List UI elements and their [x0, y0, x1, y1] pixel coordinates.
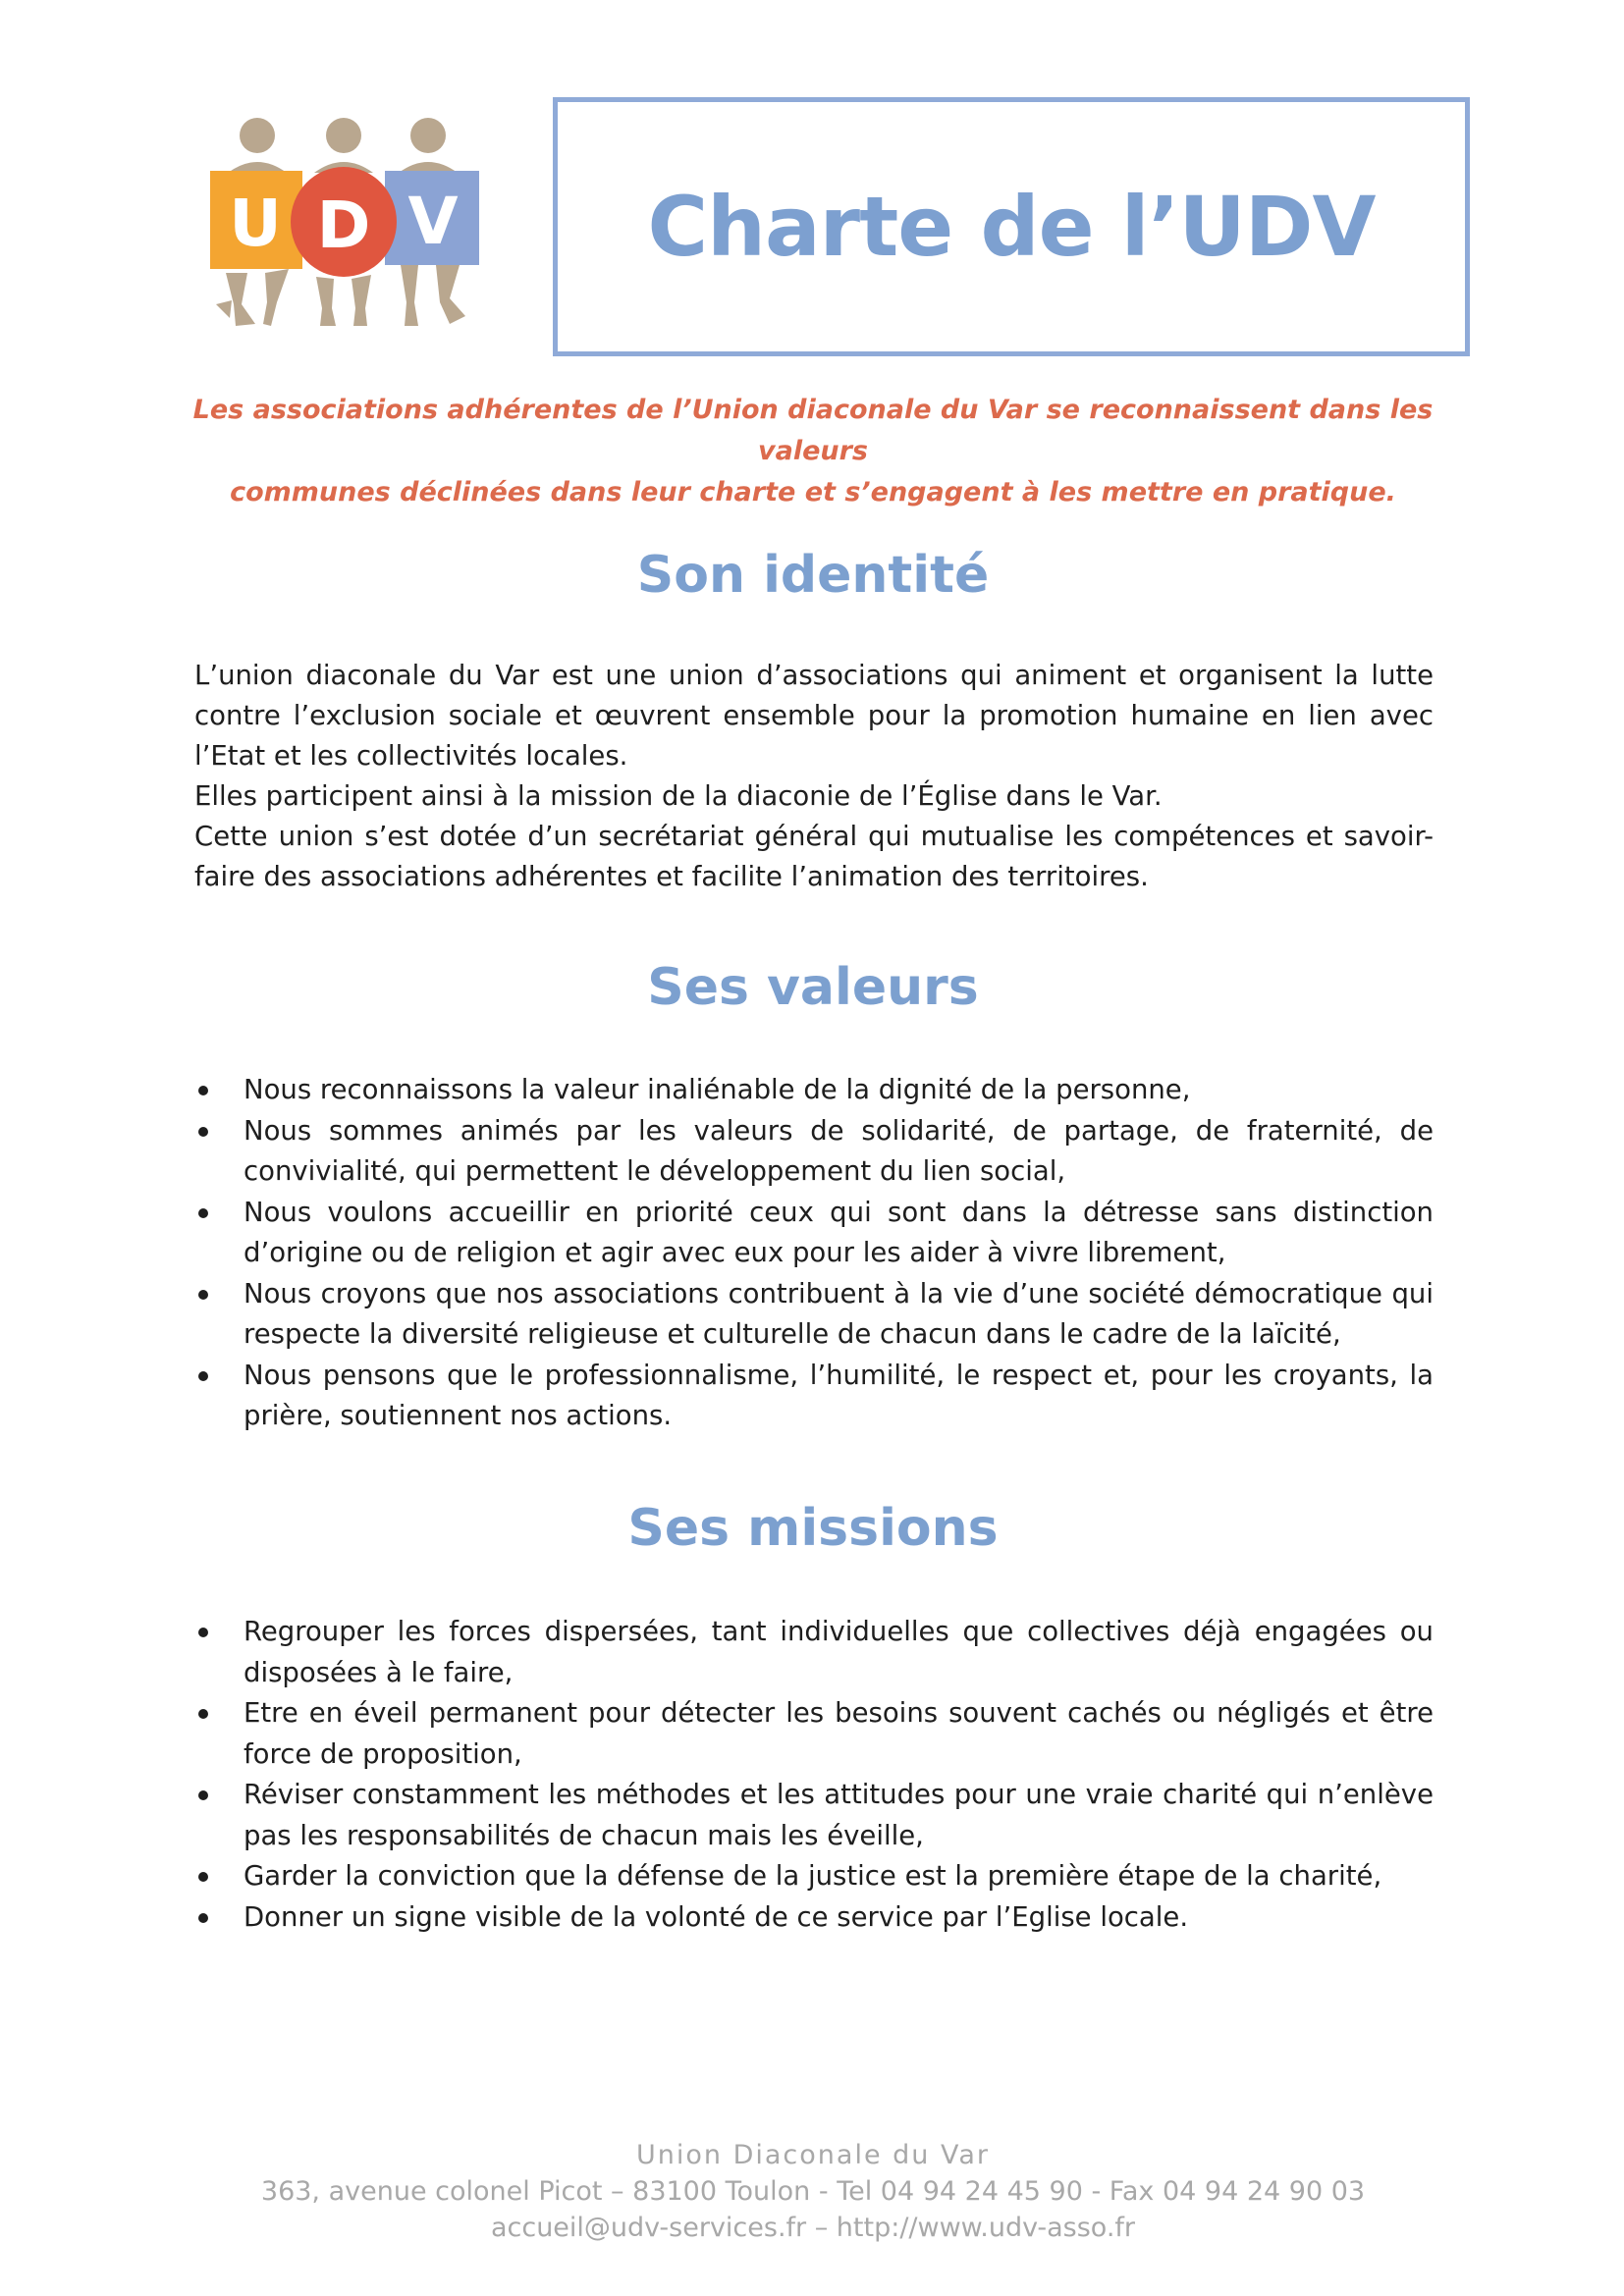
bullet-icon: [198, 1628, 208, 1637]
identity-text: [194, 656, 1434, 897]
bullet-icon: [198, 1371, 208, 1381]
list-item: Etre en éveil permanent pour détecter les besoins souvent cachés ou négligés et être force de proposition,: [194, 1693, 1434, 1775]
logo-letter-d: D: [316, 187, 371, 263]
list-item: Garder la conviction que la défense de la justice est la première étape de la charité,: [194, 1856, 1434, 1897]
identity-paragraph: Cette union s’est dotée d’un secrétariat général qui mutualise les compétences et savoir-faire des associations adhérentes et facilite l’animation des territoires.: [194, 821, 1434, 892]
list-item: Nous pensons que le professionnalisme, l’humilité, le respect et, pour les croyants, la prière, soutiennent nos actions.: [194, 1356, 1434, 1437]
list-item: Regrouper les forces dispersées, tant individuelles que collectives déjà engagées ou disposées à le faire,: [194, 1612, 1434, 1693]
logo-letter-u: U: [229, 186, 282, 261]
list-item: Nous sommes animés par les valeurs de solidarité, de partage, de fraternité, de convivialité, qui permettent le développement du lien social,: [194, 1111, 1434, 1193]
bullet-icon: [198, 1086, 208, 1095]
page-title: Charte de l’UDV: [647, 179, 1376, 275]
bullet-icon: [198, 1208, 208, 1218]
bullet-icon: [198, 1709, 208, 1719]
bullet-icon: [198, 1913, 208, 1923]
values-heading: Ses valeurs: [647, 958, 979, 1017]
list-item: Nous croyons que nos associations contribuent à la vie d’une société démocratique qui respecte la diversité religieuse et culturelle de chacun dans le cadre de la laïcité,: [194, 1274, 1434, 1356]
intro-line-1: Les associations adhérentes de l’Union diaconale du Var se reconnaissent dans les valeurs: [192, 395, 1434, 466]
bullet-icon: [198, 1290, 208, 1300]
values-list: [194, 1070, 1434, 1437]
identity-paragraph: L’union diaconale du Var est une union d’associations qui animent et organisent la lutte contre l’exclusion sociale et œuvrent ensemble pour la promotion humaine en lien avec l’Etat et les collectivités locales.: [194, 660, 1434, 772]
logo-letter-v: V: [407, 184, 459, 259]
identity-heading: Son identité: [636, 546, 990, 605]
intro-line-2: communes déclinées dans leur charte et s’engagent à les mettre en pratique.: [230, 477, 1396, 507]
identity-paragraph: Elles participent ainsi à la mission de la diaconie de l’Église dans le Var.: [194, 780, 1163, 812]
bullet-icon: [198, 1872, 208, 1882]
footer-org-name: Union Diaconale du Var: [636, 2140, 990, 2170]
footer-address: 363, avenue colonel Picot – 83100 Toulon - Tel 04 94 24 45 90 - Fax 04 94 24 90 03: [260, 2176, 1366, 2207]
bullet-icon: [198, 1127, 208, 1137]
list-item: Nous reconnaissons la valeur inaliénable de la dignité de la personne,: [194, 1070, 1434, 1111]
title-box: [553, 97, 1470, 356]
intro-statement: [192, 390, 1434, 513]
list-item: Réviser constamment les méthodes et les attitudes pour une vraie charité qui n’enlève pas les responsabilités de chacun mais les éveille,: [194, 1775, 1434, 1856]
bullet-icon: [198, 1790, 208, 1800]
udv-logo-graphic: [208, 116, 483, 330]
list-item: Nous voulons accueillir en priorité ceux qui sont dans la détresse sans distinction d’origine ou de religion et agir avec eux pour les aider à vivre librement,: [194, 1193, 1434, 1274]
missions-list: [194, 1612, 1434, 1938]
list-item: Donner un signe visible de la volonté de ce service par l’Eglise locale.: [194, 1897, 1434, 1939]
footer-contact: accueil@udv-services.fr – http://www.udv-asso.fr: [490, 2213, 1136, 2243]
udv-logo: [208, 116, 483, 330]
missions-heading: Ses missions: [627, 1499, 999, 1558]
